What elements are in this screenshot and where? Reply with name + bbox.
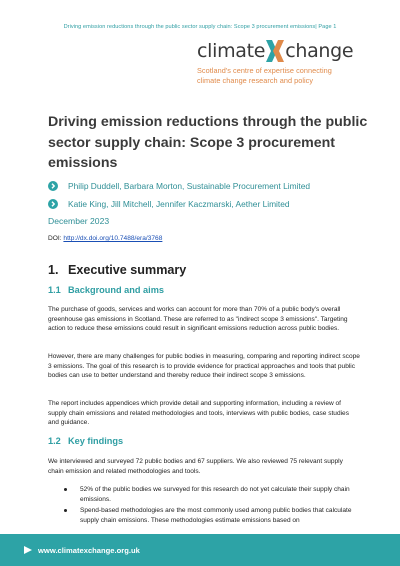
author-line [48, 199, 290, 209]
subsection-title: Background and aims [68, 285, 164, 295]
logo-wordmark [197, 38, 367, 64]
author-text: Philip Duddell, Barbara Morton, Sustainable Procurement Limited [68, 181, 311, 191]
logo-x-icon [265, 39, 285, 63]
report-title: Driving emission reductions through the public sector supply chain: Scope 3 procurement emissions [48, 114, 368, 171]
paragraph: The report includes appendices which provide detail and supporting information, including a review of supply chain emissions and related methodologies and tools, interviews with public bodies, case studies and guidance. [48, 400, 349, 427]
paragraph: The purchase of goods, services and works can account for more than 70% of a public body's overall greenhouse gas emissions in Scotland. These are referred to as "indirect scope 3 emissions". Targeting action to reduce these emissions could result in significant emissions reduction across public bodies. [48, 306, 348, 333]
chevron-right-icon [48, 199, 58, 209]
section-number: 1. [48, 263, 59, 277]
doi-label: DOI: [48, 235, 62, 242]
climatexchange-logo [197, 38, 367, 85]
bullet-icon [64, 488, 67, 491]
subsection-title: Key findings [68, 436, 124, 446]
logo-word-part2: change [285, 40, 354, 62]
doi-link[interactable]: http://dx.doi.org/10.7488/era/3768 [63, 235, 163, 242]
footer-bar [0, 534, 400, 566]
footer-website-link[interactable]: www.climatexchange.org.uk [38, 545, 140, 555]
section-title: Executive summary [68, 263, 187, 277]
list-item [70, 506, 360, 525]
paragraph: We interviewed and surveyed 72 public bodies and 67 suppliers. We also reviewed 75 relevant supply chain emission and related methodologies and tools. [48, 458, 343, 475]
findings-list [70, 485, 360, 527]
publication-date: December 2023 [48, 216, 110, 226]
author-line [48, 181, 310, 191]
running-header: Driving emission reductions through the public sector supply chain: Scope 3 procurement emissions| Page 1 [63, 24, 337, 30]
logo-tagline-line1: Scotland's centre of expertise connecting [197, 66, 332, 75]
list-item-text: 52% of the public bodies we surveyed for this research do not yet calculate their supply chain emissions. [80, 486, 350, 503]
list-item-text: Spend-based methodologies are the most commonly used among public bodies that calculate supply chain emissions. These methodologies estimate emissions based on [80, 507, 352, 524]
bullet-icon [64, 509, 67, 512]
subsection-heading [48, 436, 123, 446]
paragraph: However, there are many challenges for public bodies in measuring, comparing and reporting indirect scope 3 emissions. The goal of this research is to provide evidence for practical approaches and tools that public bodies can use to better understand and thereby reduce their indirect scope 3 emissions. [48, 353, 360, 380]
subsection-heading [48, 285, 164, 295]
author-text: Katie King, Jill Mitchell, Jennifer Kaczmarski, Aether Limited [68, 199, 290, 209]
list-item [70, 485, 360, 504]
subsection-number: 1.1 [48, 285, 61, 295]
chevron-right-icon [48, 181, 58, 191]
section-heading [48, 263, 186, 277]
logo-word-part1: climate [197, 40, 266, 62]
logo-tagline-line2: climate change research and policy [197, 75, 314, 85]
subsection-number: 1.2 [48, 436, 61, 446]
logo-tagline [197, 66, 367, 85]
arrow-right-icon [24, 546, 32, 554]
doi-line [48, 235, 162, 242]
